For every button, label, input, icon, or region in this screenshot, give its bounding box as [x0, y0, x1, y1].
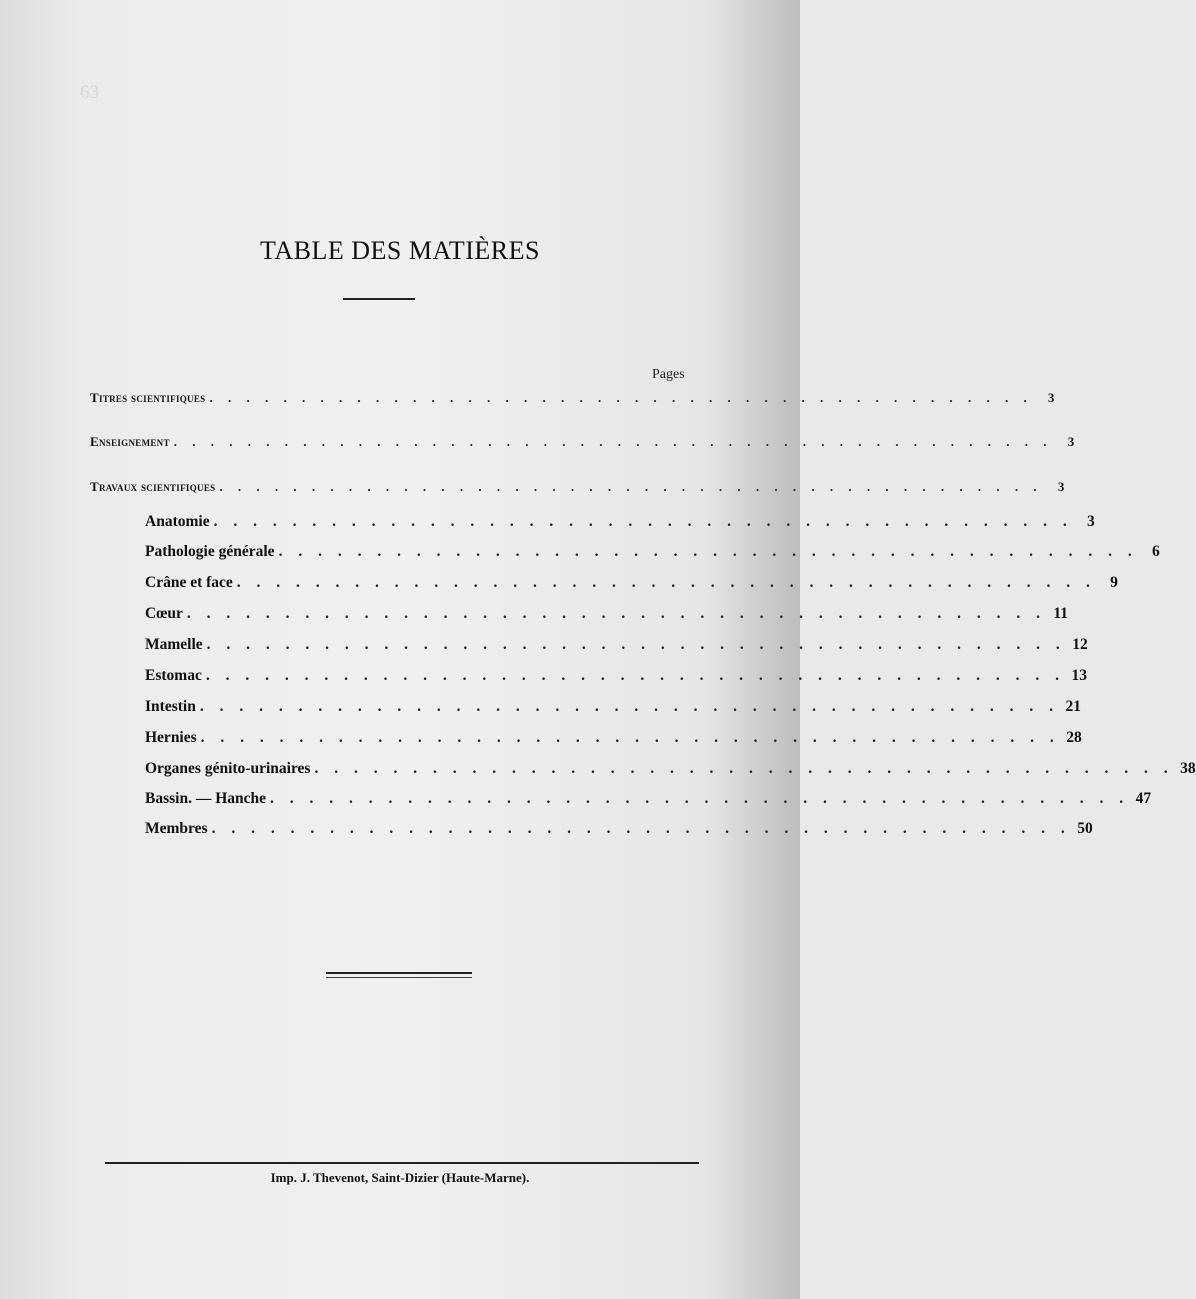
- toc-subentry: [145, 820, 1093, 838]
- toc-subentry-label: Hernies: [145, 729, 197, 746]
- toc-subentry-label: Bassin. — Hanche: [145, 790, 267, 807]
- toc-entry: [90, 434, 1075, 450]
- toc-subentry-label: Estomac: [145, 667, 202, 684]
- toc-subentry-label: Cœur: [145, 605, 183, 622]
- toc-subentry: [145, 729, 1082, 747]
- toc-subentry: [145, 513, 1095, 531]
- toc-subentry-label: Crâne et face: [145, 574, 233, 591]
- bleed-through-text: [90, 140, 760, 160]
- leader-dots: . . . . . . . . . . . . . . . . . . . . . . . . . . . . . . . . . . . . . . . . . . . .: [270, 790, 1130, 807]
- footer-rule: [105, 1162, 699, 1164]
- leader-dots: . . . . . . . . . . . . . . . . . . . . . . . . . . . . . . . . . . . . . . . . . . . .: [200, 729, 1060, 746]
- toc-entry-page: 3: [1067, 434, 1075, 449]
- toc-subentry-label: Organes génito-urinaires: [145, 760, 311, 777]
- leader-dots: . . . . . . . . . . . . . . . . . . . . . . . . . . . . . . . . . . . . . . . . . . . .: [206, 636, 1066, 653]
- closing-divider: [326, 972, 472, 974]
- leader-dots: . . . . . . . . . . . . . . . . . . . . . . . . . . . . . . . . . . . . . . . . . . . .: [186, 605, 1047, 622]
- toc-subentry-page: 50: [1077, 820, 1093, 837]
- toc-entry: [90, 479, 1065, 495]
- leader-dots: . . . . . . . . . . . . . . . . . . . . . . . . . . . . . . . . . . . . . . . . . . . .: [236, 574, 1096, 591]
- toc-subentry-label: Membres: [145, 820, 208, 837]
- toc-subentry: [145, 574, 1118, 592]
- toc-subentry: [145, 636, 1088, 654]
- toc-subentry: [145, 698, 1081, 716]
- leader-dots: . . . . . . . . . . . . . . . . . . . . . . . . . . . . . . . . . . . . . . . . . . . .: [205, 667, 1065, 684]
- toc-subentry-page: 13: [1071, 667, 1087, 684]
- toc-subentry: [145, 667, 1087, 685]
- toc-subentry-page: 12: [1072, 636, 1088, 653]
- leader-dots: . . . . . . . . . . . . . . . . . . . . . . . . . . . . . . . . . . . . . . . . . . . .: [211, 820, 1071, 837]
- toc-subentry: [145, 760, 1196, 778]
- printer-imprint: Imp. J. Thevenot, Saint-Dizier (Haute-Marne).: [270, 1170, 530, 1185]
- leader-dots: . . . . . . . . . . . . . . . . . . . . . . . . . . . . . . . . . . . . . . . . . . . .: [278, 543, 1138, 560]
- toc-subentry-page: 38: [1180, 760, 1196, 777]
- closing-divider-thin: [326, 977, 472, 978]
- page-title: TABLE DES MATIÈRES: [260, 236, 540, 265]
- toc-subentry-page: 6: [1151, 543, 1160, 560]
- toc-subentry: [145, 790, 1152, 808]
- leader-dots: . . . . . . . . . . . . . . . . . . . . . . . . . . . . . . . . . . . . . . . . . . . .: [213, 513, 1073, 530]
- toc-entry-label: Travaux scientifiques: [90, 479, 216, 494]
- toc-entry-page: 3: [1047, 390, 1055, 405]
- toc-subentry-label: Intestin: [145, 698, 196, 715]
- toc-entry-label: Enseignement: [90, 434, 170, 449]
- bleed-through-text: 63: [80, 82, 389, 103]
- toc-subentry-page: 28: [1066, 729, 1082, 746]
- leader-dots: . . . . . . . . . . . . . . . . . . . . . . . . . . . . . . . . . . . . . . . . . . . . . . . .: [173, 434, 1053, 449]
- toc-subentry-label: Pathologie générale: [145, 543, 275, 560]
- toc-subentry-page: 3: [1086, 513, 1095, 530]
- toc-subentry-label: Anatomie: [145, 513, 210, 530]
- toc-entry-label: Titres scientifiques: [90, 390, 206, 405]
- toc-entry-page: 3: [1057, 479, 1065, 494]
- leader-dots: . . . . . . . . . . . . . . . . . . . . . . . . . . . . . . . . . . . . . . . . . . . . .: [219, 479, 1043, 494]
- toc-subentry-page: 9: [1110, 574, 1118, 591]
- leader-dots: . . . . . . . . . . . . . . . . . . . . . . . . . . . . . . . . . . . . . . . . . . . . .: [209, 390, 1033, 405]
- toc-subentry-page: 21: [1065, 698, 1081, 715]
- toc-subentry: [145, 605, 1069, 623]
- toc-subentry-page: 47: [1135, 790, 1152, 807]
- toc-entry: [90, 390, 1055, 406]
- leader-dots: . . . . . . . . . . . . . . . . . . . . . . . . . . . . . . . . . . . . . . . . . . . .: [199, 698, 1059, 715]
- toc-subentry-label: Mamelle: [145, 636, 203, 653]
- toc-subentry-page: 11: [1053, 605, 1069, 622]
- pages-column-header: Pages: [652, 367, 685, 382]
- leader-dots: . . . . . . . . . . . . . . . . . . . . . . . . . . . . . . . . . . . . . . . . . . . .: [314, 760, 1174, 777]
- toc-subentry: [145, 543, 1160, 561]
- title-divider: [343, 298, 415, 300]
